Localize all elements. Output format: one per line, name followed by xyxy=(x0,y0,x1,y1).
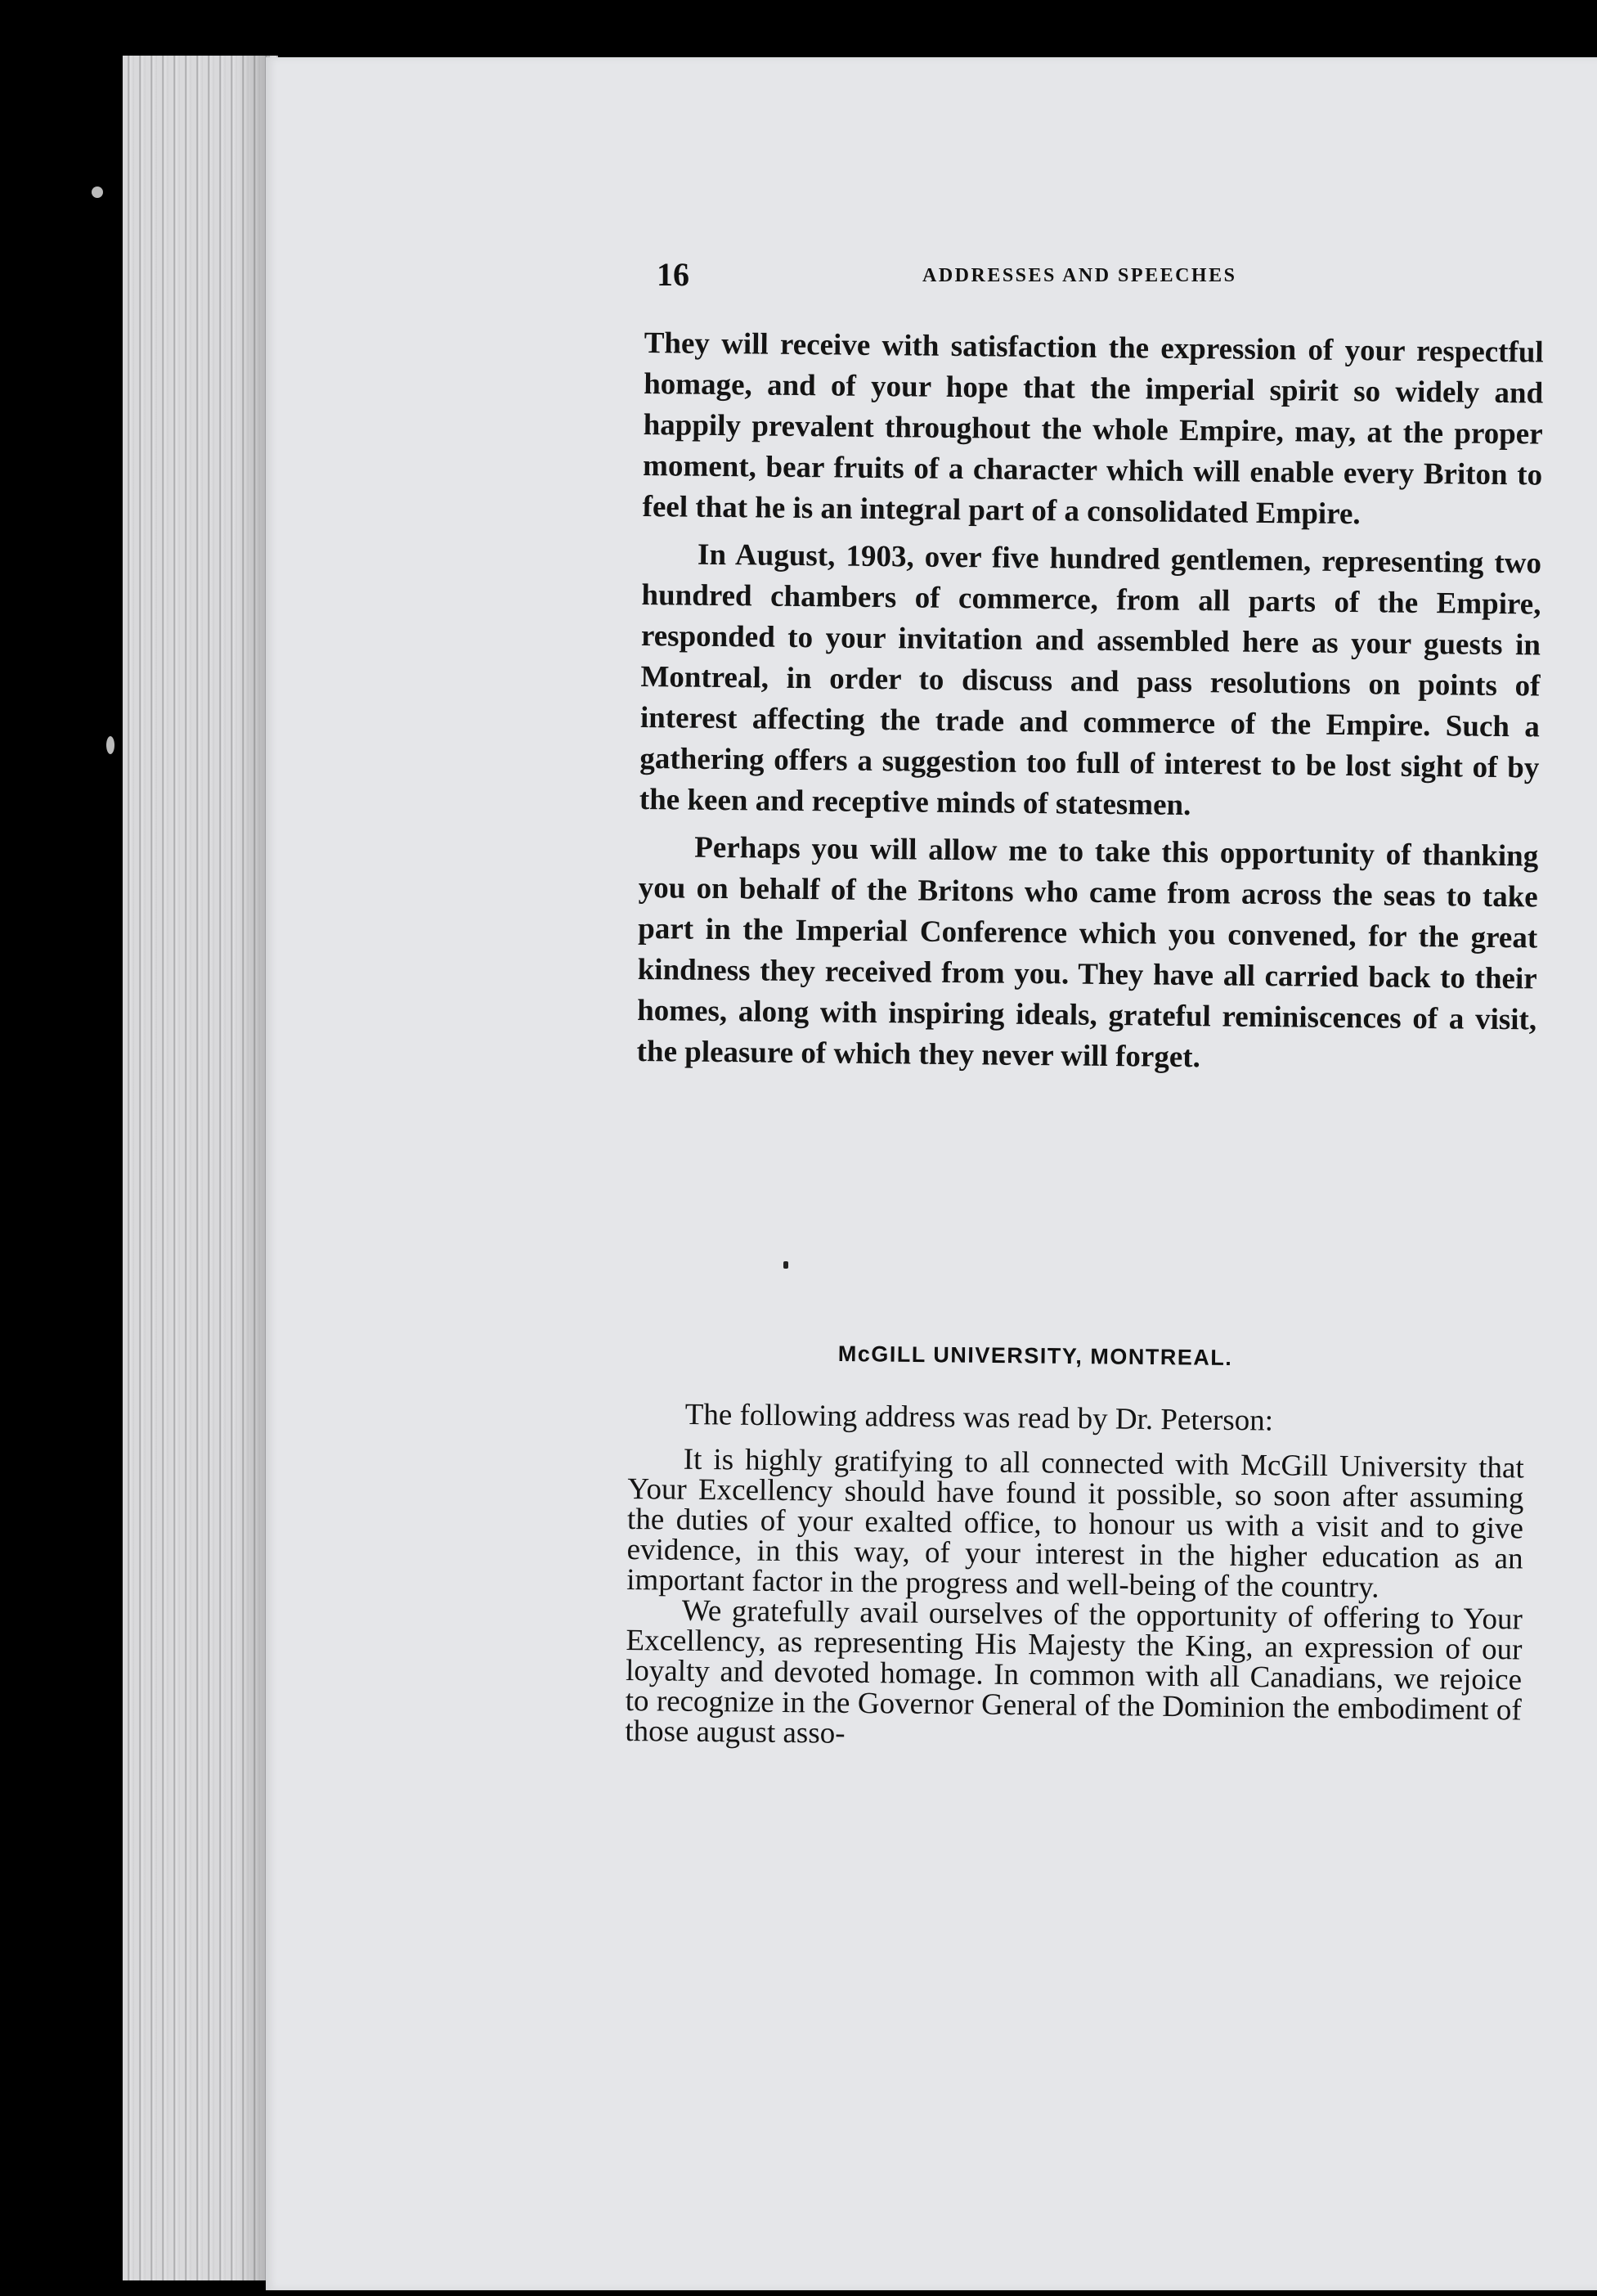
stray-mark xyxy=(783,1261,788,1269)
address-text-block xyxy=(625,1444,1524,1755)
page-number: 16 xyxy=(657,256,689,293)
address-paragraph: It is highly gratifying to all connected with McGill University that Your Excellency should have found it possible, so soon after assuming the duties of your exalted office, to honour us with a visit and to give evidence, in this way, of your interest in the higher education as an important factor in the progress and well-being of the country. xyxy=(626,1442,1524,1605)
lead-in-line: The following address was read by Dr. Peterson: xyxy=(684,1398,1274,1438)
dust-speck xyxy=(92,186,103,198)
gutter-shadow xyxy=(237,56,270,2280)
address-paragraph: We gratefully avail ourselves of the opportunity of offering to Your Excellency, as representing His Majesty the King, an expression of our loyalty and devoted homage. In common with all Canadians, we rejoice to recognize in the Governor General of the Dominion the embodiment of those august asso- xyxy=(625,1593,1523,1750)
running-head xyxy=(657,255,1474,304)
section-heading: McGILL UNIVERSITY, MONTREAL. xyxy=(837,1341,1233,1371)
reply-text-block xyxy=(636,323,1544,1088)
reply-paragraph: Perhaps you will allow me to take this opportunity of thanking you on behalf of the Britons who came from across the seas to take part in the Imperial Conference which you convened, for the great kindness they received from you. They have all carried back to their homes, along with inspiring ideals, grateful reminiscences of a visit, the pleasure of which they never will forget. xyxy=(636,830,1539,1075)
reply-paragraph: They will receive with satisfaction the expression of your respectful homage, and of your hope that the imperial spirit so widely and happily prevalent throughout the whole Empire, may, at the proper moment, bear fruits of a character which will enable every Briton to feel that he is an integral part of a consolidated Empire. xyxy=(642,326,1544,532)
running-head-title: ADDRESSES AND SPEECHES xyxy=(922,265,1237,286)
dust-speck xyxy=(106,736,114,754)
reply-paragraph: In August, 1903, over five hundred gentlemen, representing two hundred chambers of commerce, from all parts of the Empire, responded to your invitation and assembled here as your guests in Montreal, in order to discuss and pass resolutions on points of interest affecting the trade and commerce of the Empire. Such a gathering offers a suggestion too full of interest to be lost sight of by the keen and receptive minds of statesmen. xyxy=(639,537,1542,823)
